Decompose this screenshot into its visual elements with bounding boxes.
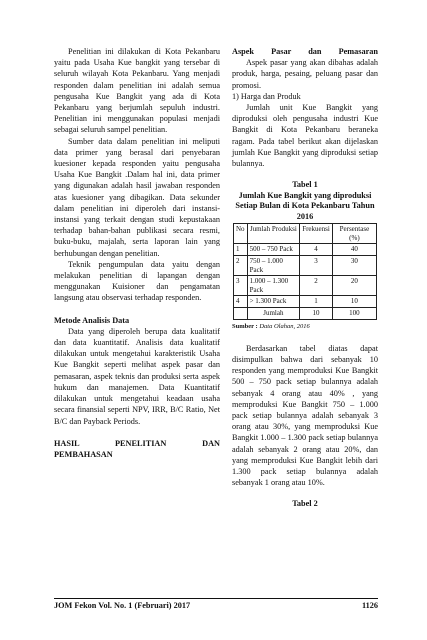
table-row: [234, 276, 377, 296]
paragraph-aspek-pasar: Aspek pasar yang akan dibahas adalah produk, harga, pesaing, peluang pasar dan promosi.: [232, 58, 378, 90]
table-header-cell: No: [234, 224, 248, 244]
table-cell-total-label: Jumlah: [247, 307, 300, 319]
paragraph-teknik-pengumpulan: Teknik pengumpulan data yaitu dengan melakukan penelitian di lapangan dengan menggunakan Kuisioner dan pengamatan langsung atau observasi terhadap responden.: [54, 259, 220, 303]
table-cell-persentase: 10: [332, 296, 376, 308]
heading-hasil-penelitian: HASIL PENELITIAN DAN: [54, 438, 220, 448]
paragraph-sumber-data: Sumber data dalam penelitian ini meliputi data primer yang berasal dari penyebaran kuesioner kepada responden yaitu pengusaha Usaha Kue Bangkit .Dalam hal ini, data primer yang digunakan adalah hasil jawaban responden atas kuesioner yang dibagikan. Data sekunder dalam penelitian ini diperoleh dari instansi-instansi yang terkait dengan studi kepustakaan terhadap bahan-bahan publikasi secara resmi, buku-buku, majalah, serta laporan lain yang berhubungan dengan penelitian.: [54, 136, 220, 258]
source-value: Data Olahan, 2016: [259, 322, 310, 330]
paragraph-kesimpulan-tabel: Berdasarkan tabel diatas dapat disimpulkan bahwa dari sebanyak 10 responden yang memproduksi Kue Bangkit 500 – 750 pack setiap bulannya adalah sebanyak 4 orang atau 40% , yang memproduksi Kue Bangkit 750 – 1.000 pack setiap bulannya adalah sebanyak 3 orang atau 30%, yang memproduksi Kue Bangkit 1.000 – 1.300 pack setiap bulannya adalah sebanyak 2 orang atau 20%, dan yang memproduksi Kue Bangkit lebih dari 1.300 pack setiap bulannya adalah sebanyak 1 orang atau 10%.: [232, 343, 378, 488]
table-cell-frekuensi: 3: [300, 256, 333, 276]
table-cell-persentase: 30: [332, 256, 376, 276]
left-column: [54, 46, 220, 460]
table-cell-empty: [234, 307, 248, 319]
table-cell-produksi: 750 – 1.000 Pack: [247, 256, 300, 276]
table1-title: Jumlah Kue Bangkit yang diproduksi Setiap Bulan di Kota Pekanbaru Tahun 2016: [235, 190, 375, 221]
table-header-cell: Frekuensi: [300, 224, 333, 244]
right-column: [232, 46, 378, 510]
table-header-cell: Persentase (%): [332, 224, 376, 244]
table-cell-no: 3: [234, 276, 248, 296]
paragraph-jumlah-unit: Jumlah unit Kue Bangkit yang diproduksi oleh pengusaha industri Kue Bangkit di Kota Pekanbaru beraneka ragam. Pada tabel berikut akan dijelaskan jumlah Kue Bangkit yang diproduksi setiap bulannya.: [232, 103, 378, 169]
table-row: [234, 296, 377, 308]
paragraph-analisis-data: Data yang diperoleh berupa data kualitatif dan data kuantitatif. Analisis data kualitatif dilakukan untuk mengetahui karakteristik Usaha Kue Bangkit seperti melihat aspek pasar dan pemasaran, aspek teknis dan produksi serta aspek hukum dan manajemen. Data Kuantitatif dilakukan untuk mengetahui keadaan usaha secara finansial seperti NPV, IRR, B/C Ratio, Net B/C dan Payback Periods.: [54, 326, 220, 426]
table-row: [234, 256, 377, 276]
production-table: [233, 223, 377, 319]
heading-metode-analisis: Metode Analisis Data: [54, 315, 130, 325]
table-cell-produksi: 1.000 – 1.300 Pack: [247, 276, 300, 296]
table-header-row: [234, 224, 377, 244]
page-number: 1126: [361, 601, 378, 610]
table-cell-no: 4: [234, 296, 248, 308]
table1-label: Tabel 1: [292, 180, 318, 190]
page-footer: [54, 598, 378, 610]
heading-aspek-pasar: Aspek Pasar dan Pemasaran: [232, 47, 378, 56]
table-cell-frekuensi: 2: [300, 276, 333, 296]
heading-pembahasan: PEMBAHASAN: [54, 449, 113, 459]
table-cell-frekuensi: 4: [300, 244, 333, 256]
table-cell-produksi: > 1.300 Pack: [247, 296, 300, 308]
table-cell-frekuensi: 1: [300, 296, 333, 308]
table-cell-no: 2: [234, 256, 248, 276]
table2-label: Tabel 2: [292, 499, 318, 509]
table-total-row: [234, 307, 377, 319]
table-cell-no: 1: [234, 244, 248, 256]
table-cell-produksi: 500 – 750 Pack: [247, 244, 300, 256]
source-label: Sumber :: [232, 322, 258, 330]
table-cell-persentase: 40: [332, 244, 376, 256]
table-row: [234, 244, 377, 256]
table-cell-total-persentase: 100: [332, 307, 376, 319]
table-header-cell: Jumlah Produksi: [247, 224, 300, 244]
table-source: [232, 321, 378, 332]
paragraph-lokasi-penelitian: Penelitian ini dilakukan di Kota Pekanbaru yaitu pada Usaha Kue bangkit yang tersebar di seluruh wilayah Kota Pekanbaru. Yang menjadi responden dalam penelitian ini adalah semua pengusaha Kue Bangkit yang ada di Kota Pekanbaru yang berjumlah sepuluh industri. Penelitian ini menggunakan populasi menjadi sebagai seluruh sampel penelitian.: [54, 47, 220, 135]
subheading-harga-produk: 1) Harga dan Produk: [232, 91, 301, 101]
journal-citation: JOM Fekon Vol. No. 1 (Februari) 2017: [54, 601, 191, 610]
table-cell-total-frekuensi: 10: [300, 307, 333, 319]
table-cell-persentase: 20: [332, 276, 376, 296]
